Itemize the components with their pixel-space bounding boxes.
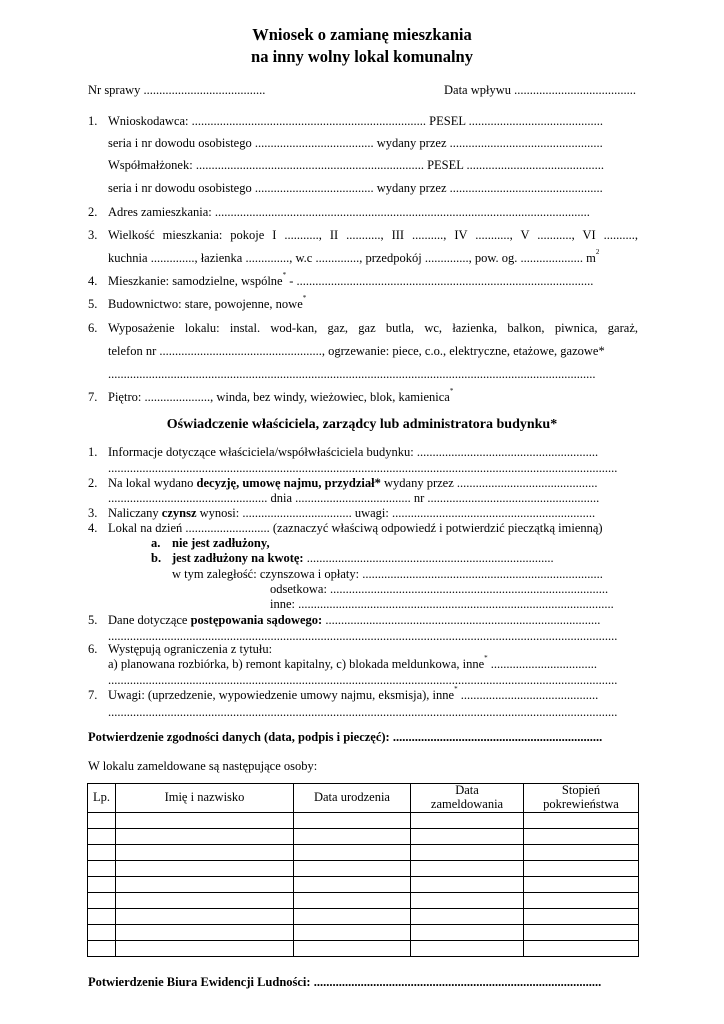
header-registration-date: Data zameldowania	[411, 784, 524, 813]
header-relationship: Stopień pokrewieństwa	[524, 784, 639, 813]
floor-field[interactable]: Piętro: ....................., winda, bez windy, wieżowiec, blok, kamienica*	[108, 387, 454, 404]
item-number: 1.	[88, 445, 98, 459]
equipment-extra-line[interactable]: ............................................................................................................................................................	[108, 367, 596, 381]
header-birth-date: Data urodzenia	[294, 784, 411, 813]
item-number: 4.	[88, 274, 98, 288]
registry-office-confirmation-field[interactable]: Potwierdzenie Biura Ewidencji Ludności: ............................................................................................	[88, 975, 602, 989]
restrictions-field[interactable]: a) planowana rozbiórka, b) remont kapitalny, c) blokada meldunkowa, inne* ..................................	[108, 654, 598, 671]
option-not-indebted[interactable]: nie jest zadłużony,	[172, 536, 270, 550]
item-number: 7.	[88, 688, 98, 702]
restrictions-extra-line[interactable]: ...................................................................................................................................................................	[108, 673, 618, 687]
phone-heating-field[interactable]: telefon nr ...................................................., ogrzewanie: piece, c.o., elektryczne, etażowe, gazowe*	[108, 344, 605, 358]
owner-statement-heading: Oświadczenie właściciela, zarządcy lub administratora budynku*	[166, 417, 558, 432]
item-number: 5.	[88, 613, 98, 627]
arrears-other-field[interactable]: inne: .....................................................................................................	[270, 597, 614, 611]
lease-date-number-field[interactable]: ................................................... dnia ..................................... nr .......................................................	[108, 491, 600, 505]
item-number: 5.	[88, 297, 98, 311]
debt-status-date-field[interactable]: Lokal na dzień ........................... (zaznaczyć właściwą odpowiedź i potwierdzić pieczątką imienną)	[108, 521, 603, 535]
table-header-row	[88, 784, 639, 813]
apartment-type-field[interactable]: Mieszkanie: samodzielne, wspólne* - ...............................................................................................	[108, 271, 594, 288]
item-number: 1.	[88, 114, 98, 128]
apartment-size-other-field: kuchnia .............., łazienka .............., w.c .............., przedpokój .............., pow. og. .................... $m^2$	[108, 248, 600, 265]
equipment-field[interactable]: Wyposażenie lokalu: instal. wod-kan, gaz, gaz butla, wc, łazienka, balkon, piwnica, garaż,	[108, 321, 638, 335]
table-row[interactable]	[88, 813, 639, 829]
address-field[interactable]: Adres zamieszkania: ........................................................................................................................	[108, 205, 590, 219]
receipt-date-field[interactable]: Data wpływu .......................................	[444, 83, 636, 97]
option-indebted-amount-field[interactable]: jest zadłużony na kwotę: ...............................................................................	[172, 551, 554, 565]
building-type-field[interactable]: Budownictwo: stare, powojenne, nowe*	[108, 294, 307, 311]
header-name: Imię i nazwisko	[116, 784, 294, 813]
spouse-field[interactable]: Współmałżonek: ......................................................................... PESEL ............................................	[108, 158, 605, 172]
table-row[interactable]	[88, 909, 639, 925]
document-title-line-2: na inny wolny lokal komunalny	[251, 47, 473, 66]
option-letter: b.	[151, 551, 162, 565]
remarks-extra-line[interactable]: ...................................................................................................................................................................	[108, 705, 618, 719]
registered-persons-intro: W lokalu zameldowane są następujące osoby:	[88, 759, 318, 773]
option-letter: a.	[151, 536, 161, 550]
item-number: 7.	[88, 390, 98, 404]
table-row[interactable]	[88, 893, 639, 909]
lease-decision-field[interactable]: Na lokal wydano decyzję, umowę najmu, przydział* wydany przez .............................................	[108, 476, 598, 490]
court-proceedings-extra-line[interactable]: ...................................................................................................................................................................	[108, 629, 618, 643]
table-row[interactable]	[88, 845, 639, 861]
item-number: 6.	[88, 642, 98, 656]
item-number: 3.	[88, 228, 98, 242]
item-number: 3.	[88, 506, 98, 520]
apartment-size-rooms-field[interactable]: Wielkość mieszkania: pokoje I ..........., II ..........., III .........., IV ..........., V ..........., VI ..........,	[108, 228, 638, 242]
item-number: 6.	[88, 321, 98, 335]
item-number: 2.	[88, 476, 98, 490]
restrictions-label: Występują ograniczenia z tytułu:	[108, 642, 273, 656]
table-row[interactable]	[88, 941, 639, 957]
applicant-field[interactable]: Wnioskodawca: ........................................................................... PESEL ...........................................	[108, 114, 604, 128]
spouse-id-field[interactable]: seria i nr dowodu osobistego ...................................... wydany przez .................................................	[108, 181, 603, 195]
registered-persons-table	[87, 783, 639, 957]
remarks-field[interactable]: Uwagi: (uprzedzenie, wypowiedzenie umowy najmu, eksmisja), inne* ............................................	[108, 685, 599, 702]
owner-info-field[interactable]: Informacje dotyczące właściciela/współwłaściciela budynku: ..........................................................	[108, 445, 599, 459]
table-row[interactable]	[88, 861, 639, 877]
applicant-id-field[interactable]: seria i nr dowodu osobistego ...................................... wydany przez .................................................	[108, 136, 603, 150]
arrears-interest-field[interactable]: odsetkowa: .........................................................................................	[270, 582, 609, 596]
square-metre-superscript: 2	[595, 248, 600, 256]
table-row[interactable]	[88, 877, 639, 893]
court-proceedings-field[interactable]: Dane dotyczące postępowania sądowego: ........................................................................................	[108, 613, 601, 627]
rent-field[interactable]: Naliczany czynsz wynosi: ................................... uwagi: .................................................................	[108, 506, 596, 520]
item-number: 2.	[88, 205, 98, 219]
table-row[interactable]	[88, 829, 639, 845]
item-number: 4.	[88, 521, 98, 535]
header-lp: Lp.	[88, 784, 116, 813]
case-number-field[interactable]: Nr sprawy .......................................	[88, 83, 266, 97]
data-confirmation-field[interactable]: Potwierdzenie zgodności danych (data, podpis i pieczęć): ...................................................................	[88, 730, 603, 744]
arrears-rent-field[interactable]: w tym zaległość: czynszowa i opłaty: .............................................................................	[172, 567, 603, 581]
document-title-line-1: Wniosek o zamianę mieszkania	[252, 25, 472, 44]
owner-info-extra-line[interactable]: ...................................................................................................................................................................	[108, 461, 618, 475]
table-row[interactable]	[88, 925, 639, 941]
